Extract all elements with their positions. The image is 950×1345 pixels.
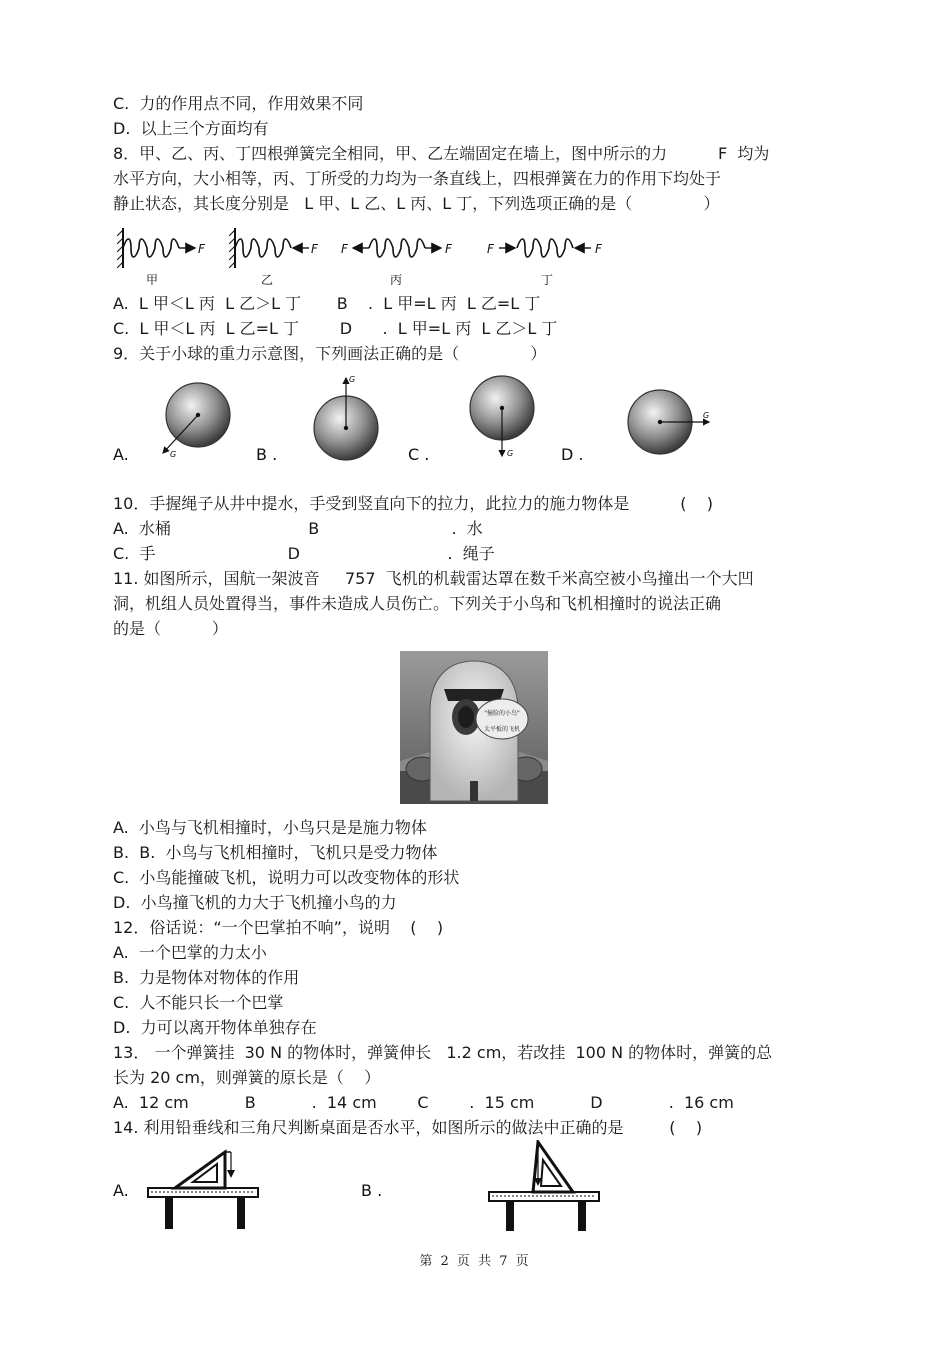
option-b-label: B . — [361, 1181, 383, 1200]
q11-option-c: C. 小鸟能撞破飞机，说明力可以改变物体的形状 — [113, 868, 460, 887]
q9-stem: 9．关于小球的重力示意图，下列画法正确的是（ ） — [113, 344, 547, 363]
force-label: F — [487, 242, 494, 256]
gravity-label: G — [703, 411, 710, 420]
q11-option-d: D. 小鸟撞飞机的力大于飞机撞小鸟的力 — [113, 893, 397, 912]
q8-options-ab: A. L 甲＜L 丙 L 乙＞L 丁 B . L 甲=L 丙 L 乙=L 丁 — [113, 294, 541, 313]
spring-bing — [341, 239, 453, 287]
q8-stem-line3: 静止状态，其长度分别是 L 甲、L 乙、L 丙、L 丁，下列选项正确的是（ ） — [113, 194, 720, 213]
ball-option-c — [470, 376, 534, 458]
q11-stem-line1: 11. 如图所示，国航一架波音 757 飞机的机载雷达罩在数千米高空被小鸟撞出一个大凹 — [113, 569, 754, 588]
option-a-label: A. — [113, 1181, 129, 1200]
q10-stem: 10．手握绳子从井中提水，手受到竖直向下的拉力，此拉力的施力物体是 ( ) — [113, 494, 714, 513]
caption-line1: "撞脸的小鸟" — [484, 710, 520, 717]
force-label: F — [595, 242, 602, 256]
q11-option-a: A. 小鸟与飞机相撞时，小鸟只是是施力物体 — [113, 818, 427, 837]
option-c-label: C . — [408, 445, 430, 464]
ball-option-d — [628, 390, 709, 454]
force-label: F — [445, 242, 452, 256]
ball-gravity-figure — [113, 368, 733, 468]
q11-stem-line3: 的是（ ） — [113, 619, 228, 638]
spring-jia — [117, 228, 206, 287]
force-label: F — [311, 242, 318, 256]
q13-stem-line1: 13． 一个弹簧挂 30 N 的物体时，弹簧伸长 1.2 cm，若改挂 100 N 的物体时，弹簧的总 — [113, 1043, 773, 1062]
table-option-b — [489, 1142, 599, 1231]
q12-option-d: D. 力可以离开物体单独存在 — [113, 1018, 317, 1037]
ball-option-a — [163, 383, 230, 459]
label-jia: 甲 — [146, 273, 159, 287]
ball-option-b — [314, 375, 378, 460]
q8-options-cd: C. L 甲＜L 丙 L 乙=L 丁 D . L 甲=L 丙 L 乙＞L 丁 — [113, 319, 558, 338]
label-yi: 乙 — [261, 273, 274, 287]
q12-option-c: C. 人不能只长一个巴掌 — [113, 993, 284, 1012]
airplane-photo — [400, 651, 548, 804]
gravity-label: G — [349, 375, 356, 384]
option-b-label: B . — [256, 445, 278, 464]
label-ding: 丁 — [541, 273, 554, 287]
gravity-label: G — [170, 450, 177, 459]
q12-stem: 12．俗话说：“一个巴掌拍不响”，说明 ( ) — [113, 918, 444, 937]
spring-ding — [487, 239, 603, 287]
table-plumb-figure — [113, 1140, 613, 1235]
q12-option-b: B. 力是物体对物体的作用 — [113, 968, 300, 987]
q10-options-cd: C. 手 D . 绳子 — [113, 544, 495, 563]
q8-stem-line2: 水平方向，大小相等，丙、丁所受的力均为一条直线上，四根弹簧在力的作用下均处于 — [113, 169, 722, 188]
q13-options: A. 12 cm B . 14 cm C . 15 cm D . 16 cm — [113, 1093, 734, 1112]
gravity-label: G — [507, 449, 514, 458]
option-a-label: A. — [113, 445, 129, 464]
q8-stem-line1: 8．甲、乙、丙、丁四根弹簧完全相同，甲、乙左端固定在墙上，图中所示的力 F 均为 — [113, 144, 770, 163]
q11-option-b: B. B. 小鸟与飞机相撞时，飞机只是受力物体 — [113, 843, 438, 862]
caption-line2: 太平板的飞机 — [483, 726, 521, 733]
q13-stem-line2: 长为 20 cm，则弹簧的原长是（ ） — [113, 1068, 381, 1087]
label-bing: 丙 — [390, 273, 403, 287]
q7-option-d: D. 以上三个方面均有 — [113, 119, 269, 138]
spring-yi — [229, 228, 319, 287]
force-label: F — [341, 242, 348, 256]
table-option-a — [148, 1152, 258, 1229]
q14-stem: 14. 利用铅垂线和三角尺判断桌面是否水平，如图所示的做法中正确的是 ( ) — [113, 1118, 703, 1137]
q10-options-ab: A. 水桶 B . 水 — [113, 519, 483, 538]
force-label: F — [198, 242, 205, 256]
q11-stem-line2: 洞，机组人员处置得当，事件未造成人员伤亡。下列关于小鸟和飞机相撞时的说法正确 — [113, 594, 722, 613]
q7-option-c: C. 力的作用点不同，作用效果不同 — [113, 94, 364, 113]
q12-option-a: A. 一个巴掌的力太小 — [113, 943, 267, 962]
spring-figure — [113, 222, 613, 290]
option-d-label: D . — [561, 445, 584, 464]
page-footer: 第 2 页 共 7 页 — [419, 1254, 531, 1269]
